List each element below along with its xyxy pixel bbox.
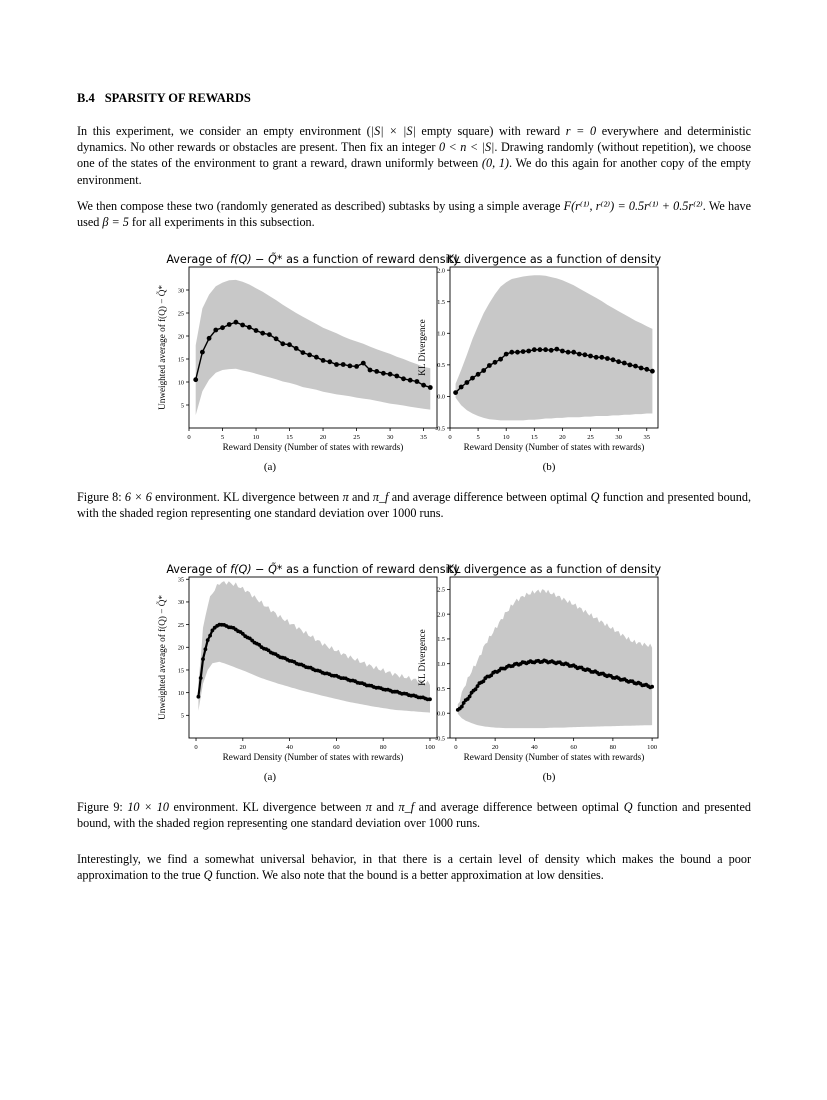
section-heading xyxy=(77,91,251,106)
y-tick-label: 20 xyxy=(177,644,184,652)
text-run: . We have used xyxy=(77,199,752,230)
data-point xyxy=(408,378,413,383)
data-point xyxy=(481,368,486,373)
data-point xyxy=(622,361,627,366)
data-point xyxy=(543,347,548,352)
y-axis-label: Unweighted average of f(Q) − Q̃* xyxy=(157,285,167,410)
x-tick-label: 0 xyxy=(448,434,452,441)
y-tick-label: 25 xyxy=(177,621,184,629)
math-expression: Q xyxy=(203,868,213,883)
y-tick-label: 2.0 xyxy=(437,611,445,619)
y-axis-label: KL Divergence xyxy=(417,319,427,376)
x-tick-label: 10 xyxy=(252,434,260,441)
data-point xyxy=(583,352,588,357)
y-tick-label: 0.0 xyxy=(437,393,445,401)
x-tick-label: 5 xyxy=(476,434,480,441)
paragraph-compose xyxy=(77,198,751,230)
y-tick-label: -0.5 xyxy=(435,425,445,433)
data-point xyxy=(287,342,292,347)
std-band xyxy=(458,589,652,728)
x-tick-label: 30 xyxy=(386,434,394,441)
std-band xyxy=(456,275,653,420)
data-point xyxy=(220,325,225,330)
math-expression: 0 < n < |S| xyxy=(438,140,495,155)
data-point xyxy=(307,353,312,358)
data-point xyxy=(341,362,346,367)
data-point xyxy=(208,634,212,638)
data-point xyxy=(560,349,565,354)
data-point xyxy=(515,350,520,355)
text-run: function and presented bound, with the shaded region representing one standard deviation over 1000 runs. xyxy=(77,490,751,521)
figure-9b-label: (b) xyxy=(542,771,556,783)
text-run: everywhere and deterministic dynamics. No other rewards or obstacles are present. Then fix an integer xyxy=(77,124,752,155)
data-point xyxy=(314,355,319,360)
text-run: function. We also note that the bound is a better approximation at low densities. xyxy=(212,868,604,883)
data-point xyxy=(327,359,332,364)
data-point xyxy=(566,350,571,355)
x-tick-label: 30 xyxy=(615,434,622,441)
section-title: SPARSITY OF REWARDS xyxy=(104,91,251,105)
y-axis-label: KL Divergence xyxy=(417,629,427,686)
math-expression: 6 × 6 xyxy=(124,490,152,504)
data-point xyxy=(374,369,379,374)
x-tick-label: 40 xyxy=(531,744,538,751)
data-point xyxy=(554,347,559,352)
data-point xyxy=(644,367,649,372)
data-point xyxy=(532,347,537,352)
text-run: Figure 9: xyxy=(77,800,128,814)
x-axis-label: Reward Density (Number of states with rewards) xyxy=(222,752,404,762)
y-tick-label: 30 xyxy=(177,599,184,607)
y-tick-label: 15 xyxy=(177,667,184,675)
data-point xyxy=(650,685,654,689)
data-point xyxy=(274,336,279,341)
data-point xyxy=(213,328,218,333)
data-point xyxy=(254,328,259,333)
figure-9b-chart xyxy=(417,560,667,766)
math-expression: π xyxy=(342,490,349,504)
data-point xyxy=(577,352,582,357)
y-tick-label: 30 xyxy=(177,287,184,295)
data-point xyxy=(201,657,205,661)
x-tick-label: 20 xyxy=(491,744,499,751)
data-point xyxy=(453,390,458,395)
x-tick-label: 35 xyxy=(643,434,651,441)
chart-title: KL divergence as a function of density xyxy=(446,563,662,576)
data-point xyxy=(476,372,481,377)
y-tick-label: 1.0 xyxy=(437,660,445,668)
data-point xyxy=(321,358,326,363)
x-axis-label: Reward Density (Number of states with rewards) xyxy=(222,442,404,452)
data-point xyxy=(594,355,599,360)
data-point xyxy=(247,325,252,330)
data-point xyxy=(280,341,285,346)
figure-8-caption xyxy=(77,489,751,521)
data-point xyxy=(193,377,198,382)
x-tick-label: 100 xyxy=(425,744,435,751)
data-point xyxy=(504,352,509,357)
data-point xyxy=(474,687,478,691)
data-point xyxy=(588,354,593,359)
text-run: and average difference between optimal xyxy=(388,490,591,504)
data-point xyxy=(267,332,272,337)
text-run: function and presented bound, with the shaded region representing one standard deviation over 1000 runs. xyxy=(77,800,751,831)
y-tick-label: 10 xyxy=(177,689,184,697)
y-tick-label: 2.0 xyxy=(437,267,445,275)
data-point xyxy=(611,357,616,362)
figure-8a-label: (a) xyxy=(263,461,277,473)
figure-9-caption xyxy=(77,799,751,831)
text-run: Interestingly, we find a somewhat universal behavior, in that there is a certain level of density which makes the bound a poor approximation to the true xyxy=(77,852,751,883)
x-axis-label: Reward Density (Number of states with rewards) xyxy=(463,442,645,452)
data-point xyxy=(639,366,644,371)
data-point xyxy=(348,364,353,369)
x-tick-label: 25 xyxy=(587,434,594,441)
text-run: In this experiment, we consider an empty environment ( xyxy=(77,124,371,138)
math-expression: Q xyxy=(623,800,633,814)
data-point xyxy=(334,362,339,367)
text-run: and xyxy=(371,800,399,814)
paragraph-conclusion xyxy=(77,851,751,883)
data-point xyxy=(468,695,472,699)
math-expression: |S| × |S| xyxy=(370,124,416,138)
data-point xyxy=(459,385,464,390)
y-tick-label: 20 xyxy=(177,333,184,341)
text-run: and xyxy=(348,490,373,504)
math-expression: π_f xyxy=(372,490,389,504)
data-point xyxy=(294,346,299,351)
chart-title: Average of f(Q) − Q̃* as a function of reward density xyxy=(166,563,460,576)
data-point xyxy=(628,363,633,368)
data-point xyxy=(199,676,203,680)
math-expression: 10 × 10 xyxy=(127,800,169,814)
paragraph-intro xyxy=(77,123,751,188)
text-run: for all experiments in this subsection. xyxy=(128,215,315,230)
x-tick-label: 15 xyxy=(531,434,538,441)
x-tick-label: 0 xyxy=(194,744,198,751)
x-tick-label: 80 xyxy=(609,744,617,751)
chart-title: KL divergence as a function of density xyxy=(446,253,662,266)
y-tick-label: 0.5 xyxy=(437,685,445,693)
math-expression: π xyxy=(365,800,372,814)
data-point xyxy=(204,647,208,651)
y-tick-label: 5 xyxy=(180,402,184,410)
y-tick-label: -0.5 xyxy=(435,735,445,743)
y-axis-label: Unweighted average of f(Q) − Q̃* xyxy=(157,595,167,720)
x-tick-label: 5 xyxy=(220,434,225,441)
chart-title: Average of f(Q) − Q̃* as a function of reward density xyxy=(166,253,460,266)
text-run: empty square) with reward xyxy=(415,124,566,138)
text-run: . Drawing randomly (without repetition), we choose one of the states of the environment to grant a reward, drawn uniformly between xyxy=(77,140,751,171)
text-run: environment. KL divergence between xyxy=(151,490,343,504)
math-expression: π_f xyxy=(398,800,415,814)
data-point xyxy=(509,350,514,355)
data-point xyxy=(227,322,232,327)
figure-9a-label: (a) xyxy=(263,771,277,783)
data-point xyxy=(605,356,610,361)
data-point xyxy=(206,638,210,642)
x-tick-label: 20 xyxy=(319,434,327,441)
y-tick-label: 5 xyxy=(180,712,184,720)
math-expression: r = 0 xyxy=(565,124,597,138)
data-point xyxy=(381,371,386,376)
data-point xyxy=(616,359,621,364)
data-point xyxy=(240,323,245,328)
data-point xyxy=(487,363,492,368)
data-point xyxy=(301,350,306,355)
y-tick-label: 15 xyxy=(177,356,184,364)
figure-8a-chart xyxy=(139,250,460,456)
data-point xyxy=(526,349,531,354)
text-run: We then compose these two (randomly generated as described) subtasks by using a simple average xyxy=(77,199,564,213)
data-point xyxy=(234,320,239,325)
x-tick-label: 100 xyxy=(647,744,658,751)
data-point xyxy=(354,364,359,369)
data-point xyxy=(571,350,576,355)
data-point xyxy=(498,357,503,362)
figure-8b-chart xyxy=(417,250,667,456)
data-point xyxy=(207,336,212,341)
std-band xyxy=(196,280,431,415)
data-point xyxy=(549,348,554,353)
figure-9a-chart xyxy=(139,560,460,766)
x-tick-label: 20 xyxy=(239,744,247,751)
data-point xyxy=(650,369,655,374)
data-point xyxy=(465,380,470,385)
y-tick-label: 2.5 xyxy=(437,586,445,594)
x-tick-label: 25 xyxy=(353,434,360,441)
y-tick-label: 25 xyxy=(177,310,184,318)
data-point xyxy=(538,347,543,352)
y-tick-label: 35 xyxy=(177,576,184,584)
x-axis-label: Reward Density (Number of states with rewards) xyxy=(463,752,645,762)
text-run: environment. KL divergence between xyxy=(168,800,366,814)
math-expression: β = 5 xyxy=(102,215,129,230)
y-tick-label: 0.5 xyxy=(437,362,445,370)
x-tick-label: 60 xyxy=(570,744,577,751)
x-tick-label: 80 xyxy=(379,744,387,751)
text-run: . We do this again for another copy of the empty environment. xyxy=(77,156,751,187)
x-tick-label: 0 xyxy=(187,434,191,441)
data-point xyxy=(394,374,399,379)
y-tick-label: 0.0 xyxy=(437,710,445,718)
y-tick-label: 1.5 xyxy=(437,636,445,644)
data-point xyxy=(470,376,475,381)
x-tick-label: 40 xyxy=(286,744,293,751)
text-run: and average difference between optimal xyxy=(414,800,624,814)
data-point xyxy=(460,705,464,709)
section-number: B.4 xyxy=(77,91,95,105)
data-point xyxy=(260,331,265,336)
data-point xyxy=(401,376,406,381)
math-expression: (0, 1) xyxy=(481,156,509,171)
x-tick-label: 20 xyxy=(559,434,566,441)
x-tick-label: 35 xyxy=(420,434,427,441)
data-point xyxy=(200,350,205,355)
x-tick-label: 15 xyxy=(286,434,293,441)
y-tick-label: 1.5 xyxy=(437,299,445,307)
data-point xyxy=(368,368,373,373)
data-point xyxy=(388,372,393,377)
data-point xyxy=(633,364,638,369)
x-tick-label: 0 xyxy=(454,744,458,751)
data-point xyxy=(599,355,604,360)
data-point xyxy=(493,360,498,365)
y-tick-label: 10 xyxy=(177,379,184,387)
figure-8b-label: (b) xyxy=(542,461,556,473)
x-tick-label: 60 xyxy=(333,744,340,751)
data-point xyxy=(197,695,201,699)
data-point xyxy=(361,361,366,366)
y-tick-label: 1.0 xyxy=(437,330,445,338)
math-expression: F(r⁽¹⁾, r⁽²⁾) = 0.5r⁽¹⁾ + 0.5r⁽²⁾ xyxy=(563,199,703,213)
data-point xyxy=(521,349,526,354)
x-tick-label: 10 xyxy=(502,434,510,441)
math-expression: Q xyxy=(590,490,600,504)
text-run: Figure 8: xyxy=(77,490,125,504)
